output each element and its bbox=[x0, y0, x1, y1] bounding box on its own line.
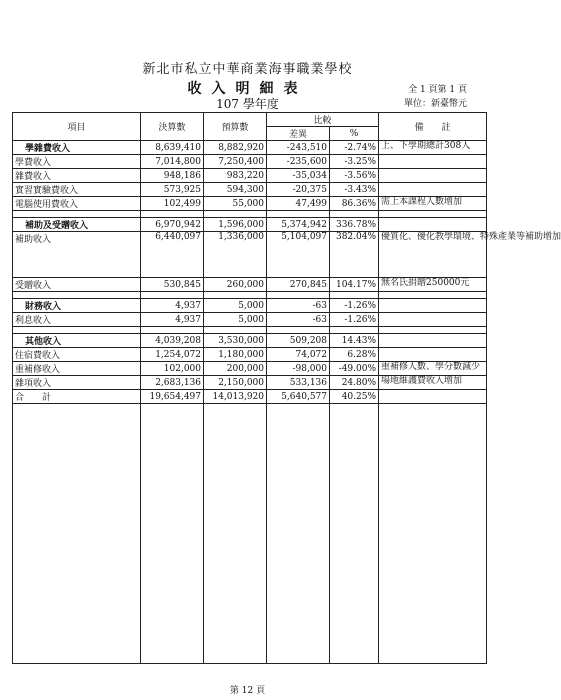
total-label: 合 計 bbox=[13, 390, 141, 404]
pct-cell: 86.36% bbox=[330, 197, 379, 211]
blank-cell bbox=[204, 404, 267, 664]
budget-cell: 5,000 bbox=[204, 313, 267, 327]
section-row bbox=[13, 299, 487, 313]
actual-cell: 1,254,072 bbox=[141, 348, 204, 362]
actual-cell: 6,440,097 bbox=[141, 232, 204, 278]
spacer-cell bbox=[330, 292, 379, 299]
note-cell bbox=[379, 169, 487, 183]
col-diff-header: 差異 bbox=[267, 127, 330, 141]
diff-cell: -243,510 bbox=[267, 141, 330, 155]
actual-cell: 530,845 bbox=[141, 278, 204, 292]
table-row bbox=[13, 183, 487, 197]
total-note-cell bbox=[379, 390, 487, 404]
blank-cell bbox=[379, 404, 487, 664]
spacer-cell bbox=[13, 211, 141, 218]
item-cell: 雜費收入 bbox=[13, 169, 141, 183]
budget-cell: 260,000 bbox=[204, 278, 267, 292]
blank-cell bbox=[141, 404, 204, 664]
col-pct-header: % bbox=[330, 127, 379, 141]
budget-cell: 1,596,000 bbox=[204, 218, 267, 232]
pct-cell: -1.26% bbox=[330, 313, 379, 327]
blank-cell bbox=[267, 404, 330, 664]
total-diff: 5,640,577 bbox=[267, 390, 330, 404]
note-cell bbox=[379, 183, 487, 197]
diff-cell: 5,104,097 bbox=[267, 232, 330, 278]
table-row bbox=[13, 155, 487, 169]
pct-cell: -3.43% bbox=[330, 183, 379, 197]
table-row bbox=[13, 278, 487, 292]
pct-cell: -1.26% bbox=[330, 299, 379, 313]
note-cell bbox=[379, 299, 487, 313]
actual-cell: 948,186 bbox=[141, 169, 204, 183]
school-name: 新北市私立中華商業海事職業學校 bbox=[142, 62, 353, 77]
actual-cell: 4,937 bbox=[141, 299, 204, 313]
budget-cell: 983,220 bbox=[204, 169, 267, 183]
total-budget: 14,013,920 bbox=[204, 390, 267, 404]
diff-cell: 509,208 bbox=[267, 334, 330, 348]
spacer-cell bbox=[141, 211, 204, 218]
item-cell: 實習實驗費收入 bbox=[13, 183, 141, 197]
spacer-cell bbox=[330, 327, 379, 334]
spacer-cell bbox=[379, 211, 487, 218]
diff-cell: 270,845 bbox=[267, 278, 330, 292]
col-budget-header: 預算數 bbox=[204, 113, 267, 141]
spacer-cell bbox=[13, 327, 141, 334]
item-cell: 受贈收入 bbox=[13, 278, 141, 292]
note-cell: 無名氏捐贈250000元 bbox=[379, 278, 487, 292]
table-row bbox=[13, 362, 487, 376]
currency-unit: 單位：新臺幣元 bbox=[403, 99, 467, 109]
note-cell bbox=[379, 218, 487, 232]
section-row bbox=[13, 334, 487, 348]
blank-cell bbox=[330, 404, 379, 664]
pct-cell: 382.04% bbox=[330, 232, 379, 278]
budget-cell: 8,882,920 bbox=[204, 141, 267, 155]
item-cell: 重補修收入 bbox=[13, 362, 141, 376]
actual-cell: 102,000 bbox=[141, 362, 204, 376]
item-cell: 其他收入 bbox=[13, 334, 141, 348]
spacer-cell bbox=[141, 327, 204, 334]
actual-cell: 573,925 bbox=[141, 183, 204, 197]
col-compare-header: 比較 bbox=[267, 113, 379, 127]
note-cell bbox=[379, 348, 487, 362]
diff-cell: -63 bbox=[267, 313, 330, 327]
pct-cell: 104.17% bbox=[330, 278, 379, 292]
budget-cell: 3,530,000 bbox=[204, 334, 267, 348]
note-cell bbox=[379, 155, 487, 169]
spacer-cell bbox=[13, 292, 141, 299]
item-cell: 補助及受贈收入 bbox=[13, 218, 141, 232]
income-table bbox=[12, 112, 561, 664]
budget-cell: 594,300 bbox=[204, 183, 267, 197]
spacer-cell bbox=[267, 327, 330, 334]
budget-cell: 1,336,000 bbox=[204, 232, 267, 278]
page-number: 第 12 頁 bbox=[229, 686, 266, 696]
col-actual-header: 決算數 bbox=[141, 113, 204, 141]
diff-cell: -235,600 bbox=[267, 155, 330, 169]
pct-cell: -3.25% bbox=[330, 155, 379, 169]
spacer-cell bbox=[204, 292, 267, 299]
actual-cell: 6,970,942 bbox=[141, 218, 204, 232]
spacer-cell bbox=[141, 292, 204, 299]
pct-cell: 336.78% bbox=[330, 218, 379, 232]
note-cell bbox=[379, 313, 487, 327]
note-cell bbox=[379, 334, 487, 348]
table-row bbox=[13, 232, 487, 278]
note-cell: 上、下學期總計308人 bbox=[379, 141, 487, 155]
budget-cell: 1,180,000 bbox=[204, 348, 267, 362]
actual-cell: 7,014,800 bbox=[141, 155, 204, 169]
actual-cell: 4,039,208 bbox=[141, 334, 204, 348]
pct-cell: 14.43% bbox=[330, 334, 379, 348]
blank-cell bbox=[13, 404, 141, 664]
spacer-row bbox=[13, 211, 487, 218]
item-cell: 住宿費收入 bbox=[13, 348, 141, 362]
diff-cell: -35,034 bbox=[267, 169, 330, 183]
item-cell: 電腦使用費收入 bbox=[13, 197, 141, 211]
note-cell: 優質化、優化教學環境、特殊產業等補助增加 bbox=[379, 232, 487, 278]
table-row bbox=[13, 313, 487, 327]
diff-cell: 533,136 bbox=[267, 376, 330, 390]
section-row bbox=[13, 218, 487, 232]
diff-cell: -20,375 bbox=[267, 183, 330, 197]
item-cell: 財務收入 bbox=[13, 299, 141, 313]
pct-cell: -3.56% bbox=[330, 169, 379, 183]
budget-cell: 5,000 bbox=[204, 299, 267, 313]
note-cell: 場地維護費收入增加 bbox=[379, 376, 487, 390]
budget-cell: 7,250,400 bbox=[204, 155, 267, 169]
table-row bbox=[13, 197, 487, 211]
actual-cell: 8,639,410 bbox=[141, 141, 204, 155]
spacer-cell bbox=[267, 211, 330, 218]
note-cell: 重補修人數、學分數減少 bbox=[379, 362, 487, 376]
spacer-cell bbox=[204, 327, 267, 334]
diff-cell: -98,000 bbox=[267, 362, 330, 376]
spacer-cell bbox=[379, 292, 487, 299]
spacer-cell bbox=[379, 327, 487, 334]
table-row bbox=[13, 169, 487, 183]
pct-cell: 6.28% bbox=[330, 348, 379, 362]
col-item-header: 項目 bbox=[13, 113, 141, 141]
spacer-row bbox=[13, 292, 487, 299]
diff-cell: 74,072 bbox=[267, 348, 330, 362]
spacer-cell bbox=[330, 211, 379, 218]
actual-cell: 2,683,136 bbox=[141, 376, 204, 390]
item-cell: 雜項收入 bbox=[13, 376, 141, 390]
spacer-cell bbox=[267, 292, 330, 299]
blank-area-row bbox=[13, 404, 487, 664]
pct-cell: 24.80% bbox=[330, 376, 379, 390]
actual-cell: 4,937 bbox=[141, 313, 204, 327]
budget-cell: 2,150,000 bbox=[204, 376, 267, 390]
section-row bbox=[13, 141, 487, 155]
actual-cell: 102,499 bbox=[141, 197, 204, 211]
budget-cell: 55,000 bbox=[204, 197, 267, 211]
diff-cell: 47,499 bbox=[267, 197, 330, 211]
diff-cell: 5,374,942 bbox=[267, 218, 330, 232]
budget-cell: 200,000 bbox=[204, 362, 267, 376]
spacer-cell bbox=[204, 211, 267, 218]
page-info: 全 1 頁第 1 頁 bbox=[408, 85, 467, 95]
academic-year: 107 學年度 bbox=[216, 97, 279, 111]
item-cell: 學費收入 bbox=[13, 155, 141, 169]
pct-cell: -49.00% bbox=[330, 362, 379, 376]
item-cell: 補助收入 bbox=[13, 232, 141, 278]
col-note-header: 備 註 bbox=[379, 113, 487, 141]
table-row bbox=[13, 376, 487, 390]
total-actual: 19,654,497 bbox=[141, 390, 204, 404]
note-cell: 需上本課程人數增加 bbox=[379, 197, 487, 211]
item-cell: 利息收入 bbox=[13, 313, 141, 327]
total-pct: 40.25% bbox=[330, 390, 379, 404]
spacer-row bbox=[13, 327, 487, 334]
table-row bbox=[13, 348, 487, 362]
pct-cell: -2.74% bbox=[330, 141, 379, 155]
item-cell: 學雜費收入 bbox=[13, 141, 141, 155]
total-row bbox=[13, 390, 487, 404]
report-title: 收入明細表 bbox=[187, 81, 308, 97]
diff-cell: -63 bbox=[267, 299, 330, 313]
